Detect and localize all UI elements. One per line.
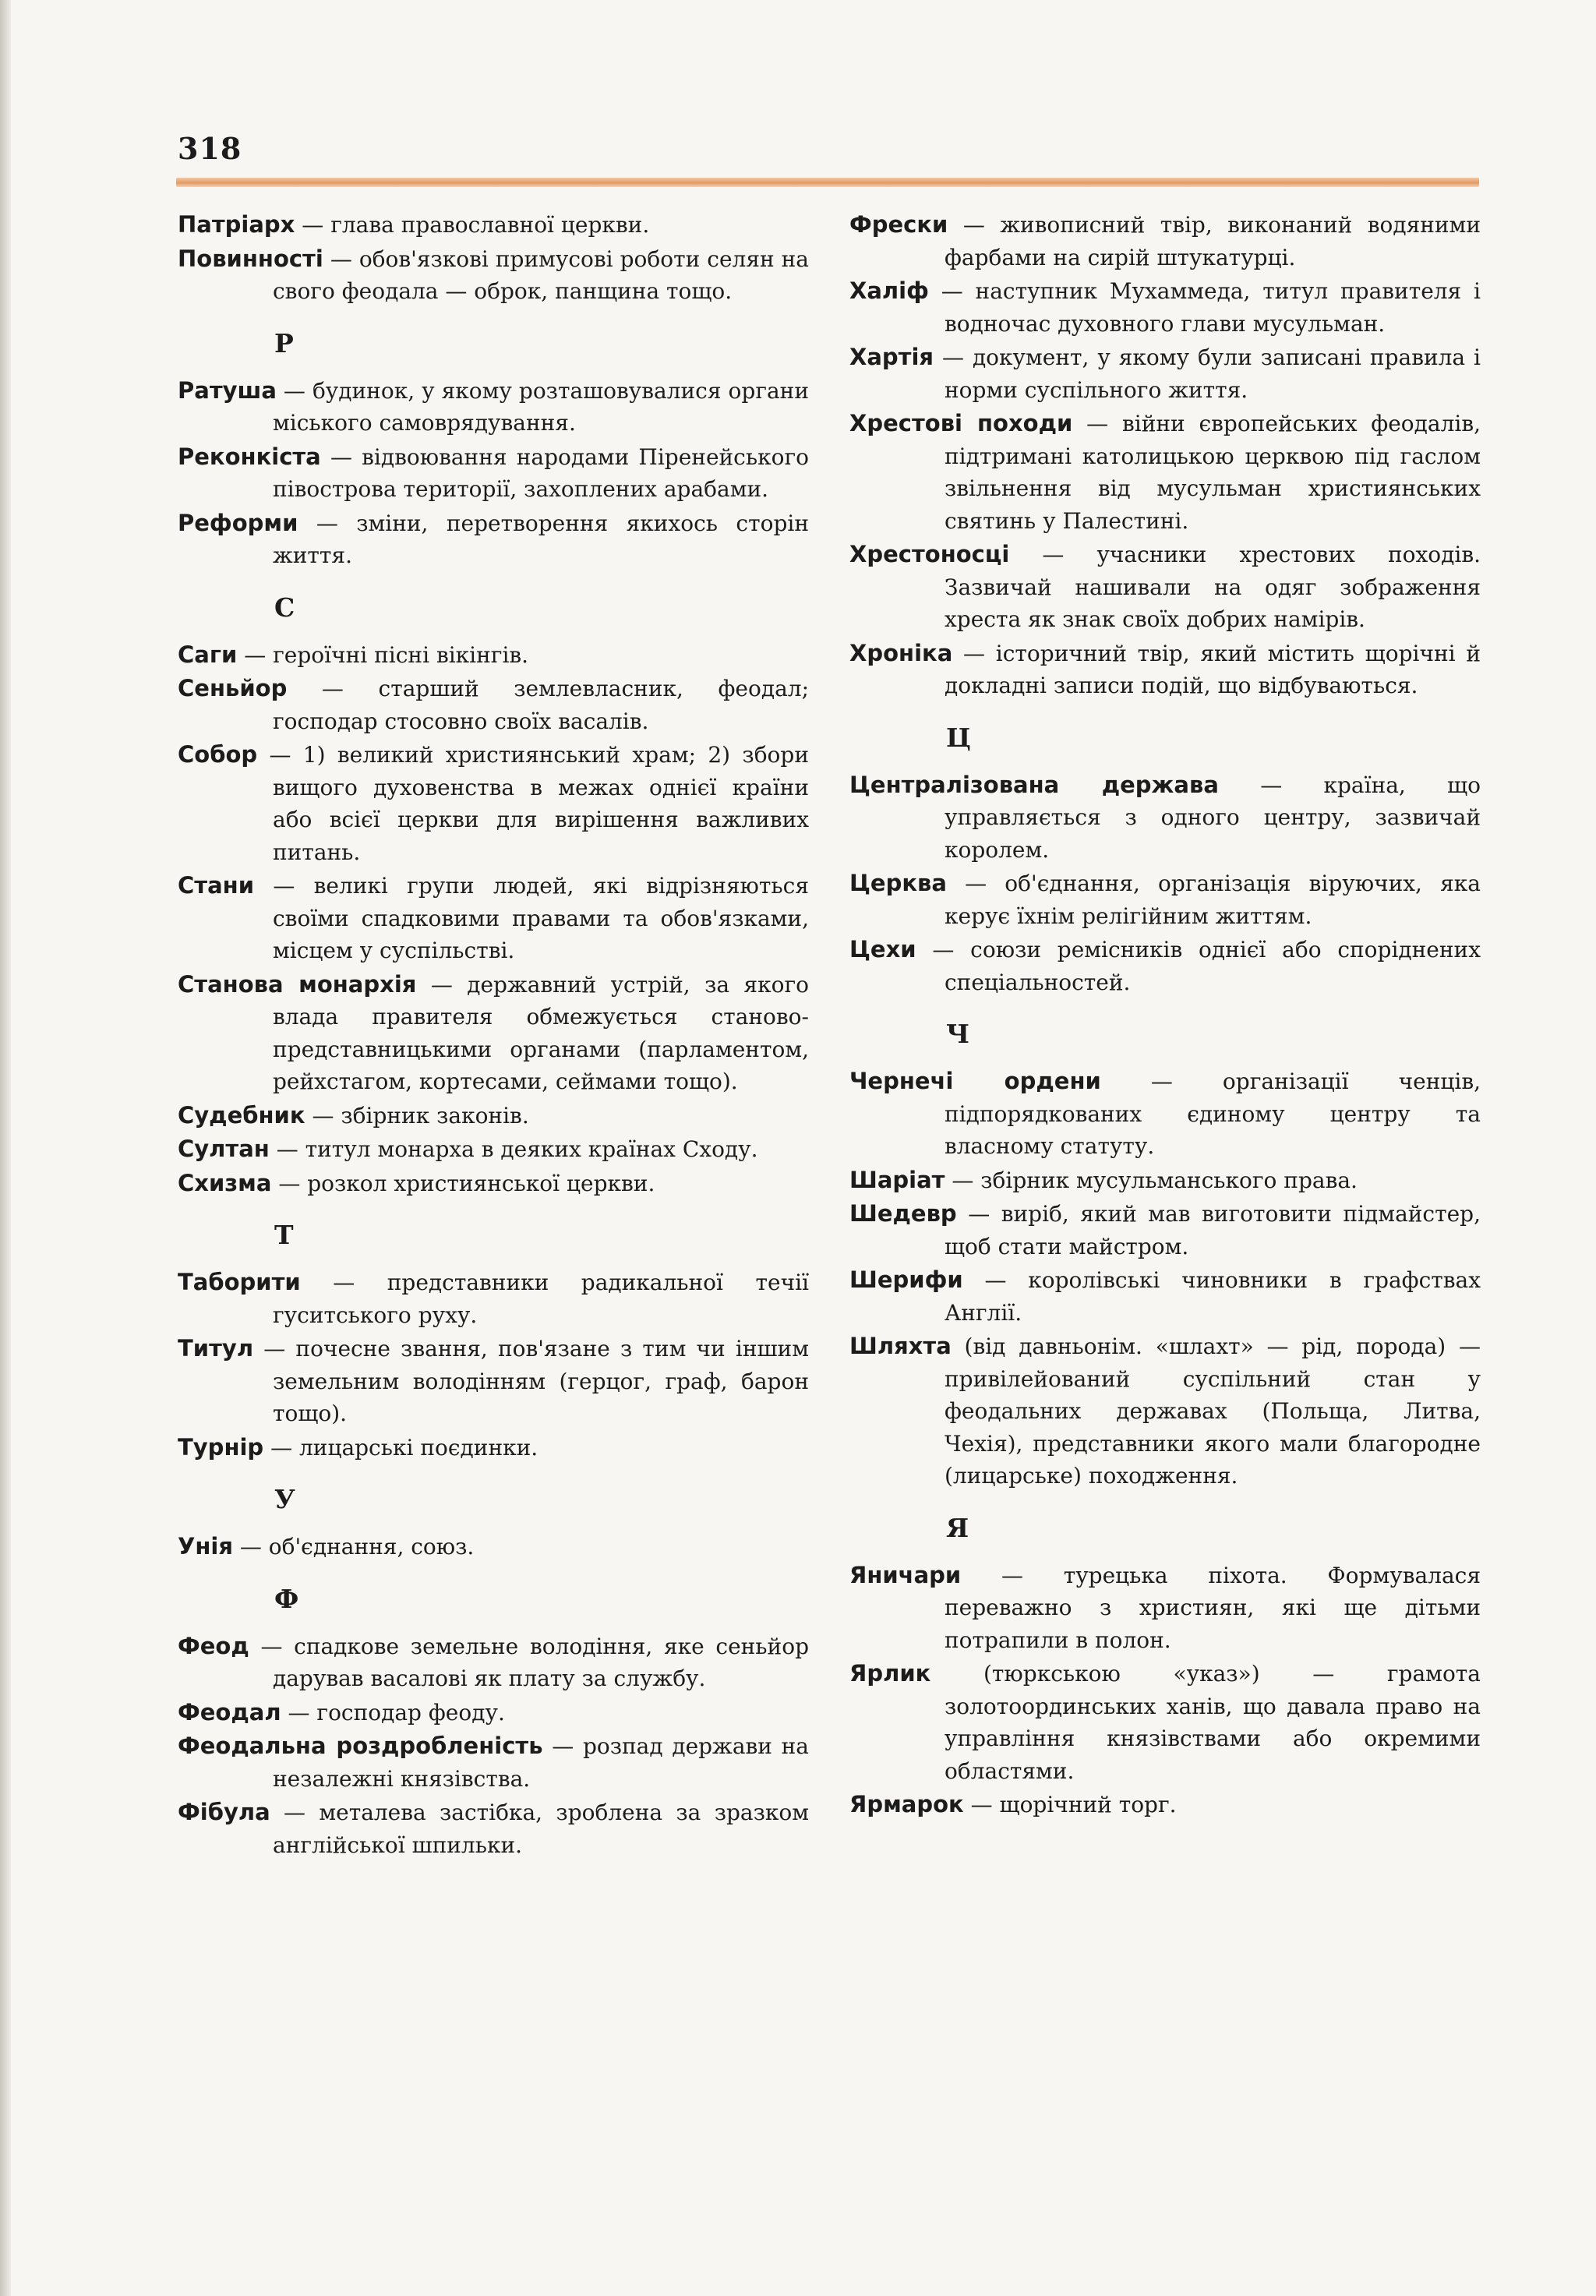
glossary-term: Реконкіста	[178, 443, 321, 470]
glossary-term: Шаріат	[849, 1166, 945, 1193]
glossary-term: Фрески	[849, 211, 948, 238]
glossary-definition: — союзи ремісників однієї або споріднених спеціальностей.	[916, 937, 1481, 995]
glossary-term: Судебник	[178, 1101, 305, 1129]
glossary-definition: — відвоювання народами Піренейського півострова території, захоплених арабами.	[273, 443, 809, 502]
glossary-term: Церква	[849, 870, 947, 896]
glossary-term: Цехи	[849, 936, 916, 963]
glossary-entry	[849, 1065, 1481, 1163]
glossary-entry	[178, 507, 809, 572]
glossary-entry	[178, 209, 809, 242]
glossary-definition: — виріб, який мав виготовити підмайстер, щоб стати майстром.	[945, 1201, 1481, 1259]
glossary-entry	[178, 739, 809, 868]
section-letter: Р	[274, 327, 294, 359]
section-letter: Т	[274, 1220, 294, 1250]
glossary-term: Ярмарок	[849, 1791, 964, 1817]
glossary-definition: — турецька піхота. Формувалася переважно з християн, які ще дітьми потрапили в полон.	[945, 1562, 1481, 1653]
glossary-definition: — збірник законів.	[305, 1102, 529, 1129]
glossary-entry	[849, 867, 1481, 932]
section-letter: Ф	[274, 1583, 299, 1614]
glossary-term: Саги	[178, 641, 238, 668]
glossary-term: Феод	[178, 1632, 249, 1659]
glossary-entry	[849, 638, 1481, 702]
glossary-definition: — збірник мусульманського права.	[945, 1167, 1358, 1193]
glossary-entry	[178, 1133, 809, 1166]
glossary-definition: — титул монарха в деяких країнах Сходу.	[269, 1136, 758, 1162]
glossary-term: Халіф	[849, 277, 929, 304]
glossary-definition: — війни європейських феодалів, підтримані католицькою церквою під гаслом звільнення від мусульман християнських святинь у Палестині.	[945, 411, 1481, 534]
glossary-entry	[178, 1432, 809, 1464]
glossary-definition: — зміни, перетворення якихось сторін життя.	[273, 510, 809, 568]
glossary-entry	[178, 1531, 809, 1563]
glossary-definition: (від давньонім. «шлахт» — рід, порода) — привілейований суспільний стан у феодальних державах (Польща, Литва, Чехія), представники якого мали благородне (лицарське) походження.	[945, 1333, 1481, 1489]
glossary-definition: — героїчні пісні вікінгів.	[237, 641, 529, 668]
glossary-entry	[849, 1560, 1481, 1657]
glossary-term: Ратуша	[178, 376, 277, 404]
glossary-term: Султан	[178, 1136, 270, 1162]
glossary-entry	[178, 639, 809, 672]
glossary-definition: — живописний твір, виконаний водяними фарбами на сирій штукатурці.	[945, 212, 1481, 270]
section-letter: Ч	[946, 1019, 970, 1049]
glossary-entry	[178, 1167, 809, 1200]
glossary-entry	[849, 1789, 1481, 1821]
glossary-left-column	[178, 209, 809, 1863]
glossary-definition: — наступник Мухаммеда, титул правителя і водночас духовного глави мусульман.	[928, 278, 1481, 337]
glossary-term: Хрестові походи	[849, 410, 1073, 436]
glossary-term: Патріарх	[178, 211, 295, 238]
glossary-entry	[178, 1730, 809, 1795]
glossary-definition: — щорічний торг.	[963, 1792, 1177, 1817]
glossary-definition: — господар феоду.	[281, 1699, 505, 1726]
glossary-definition: — розпад держави на незалежні князівства.	[273, 1733, 810, 1792]
glossary-entry	[178, 375, 809, 440]
section-letter: У	[274, 1484, 295, 1514]
glossary-entry	[849, 934, 1481, 998]
glossary-entry	[178, 969, 809, 1098]
glossary-definition: — будинок, у якому розташовувалися органи міського самоврядування.	[273, 377, 809, 436]
glossary-term: Таборити	[178, 1269, 301, 1295]
glossary-term: Стани	[178, 872, 255, 899]
glossary-definition: — історичний твір, який містить щорічні й докладні записи подій, що відбуваються.	[945, 640, 1481, 698]
glossary-definition: — об'єднання, союз.	[232, 1534, 475, 1560]
glossary-entry	[849, 209, 1481, 274]
glossary-entry	[178, 673, 809, 737]
glossary-definition: — спадкове земельне володіння, яке сеньйор дарував васалові як плату за службу.	[249, 1633, 809, 1691]
glossary-term: Реформи	[178, 509, 298, 536]
glossary-definition: — організації ченців, підпорядкованих єдиному центру та власному статуту.	[945, 1069, 1481, 1159]
glossary-term: Шедевр	[849, 1200, 957, 1227]
book-spine-shadow	[0, 0, 11, 2296]
glossary-definition: — документ, у якому були записані правила і норми суспільного життя.	[934, 344, 1481, 403]
glossary-entry	[178, 243, 809, 308]
glossary-term: Чернечі ордени	[849, 1068, 1101, 1094]
glossary-definition: — розкол християнської церкви.	[271, 1170, 655, 1196]
glossary-entry	[178, 1266, 809, 1331]
glossary-term: Шерифи	[849, 1266, 963, 1293]
section-letter: С	[274, 592, 295, 623]
glossary-entry	[178, 1697, 809, 1729]
glossary-entry	[178, 1796, 809, 1861]
glossary-term: Феодал	[178, 1698, 281, 1726]
glossary-term: Унія	[178, 1533, 233, 1560]
header-rule	[176, 178, 1479, 187]
glossary-term: Станова монархія	[178, 970, 417, 998]
glossary-term: Турнір	[178, 1433, 264, 1461]
glossary-entry	[849, 1330, 1481, 1492]
glossary-definition: — старший землевласник, феодал; господар стосовно своїх васалів.	[273, 676, 809, 734]
glossary-definition: — об'єднання, організація віруючих, яка керує їхнім релігійним життям.	[945, 871, 1481, 929]
glossary-entry	[178, 1630, 809, 1695]
glossary-definition: (тюркською «указ») — грамота золотоординських ханів, що давала право на управління князівствами або окремими областями.	[930, 1661, 1481, 1784]
glossary-term: Повинності	[178, 245, 323, 272]
glossary-entry	[849, 341, 1481, 406]
glossary-definition: — королівські чиновники в графствах Англії.	[945, 1267, 1481, 1326]
glossary-term: Хрестоносці	[849, 541, 1010, 567]
glossary-term: Фібула	[178, 1799, 270, 1825]
glossary-definition: — 1) великий християнський храм; 2) збори вищого духовенства в межах однієї країни або всієї церкви для вирішення важливих питань.	[257, 742, 809, 865]
glossary-definition: — країна, що управляється з одного центру, зазвичай королем.	[945, 772, 1481, 863]
glossary-entry	[849, 1658, 1481, 1787]
glossary-entry	[178, 870, 809, 967]
glossary-term: Хартія	[849, 344, 934, 370]
glossary-term: Яничари	[849, 1561, 962, 1588]
glossary-term: Централізована держава	[849, 771, 1219, 798]
glossary-definition: — представники радикальної течії гуситського руху.	[273, 1270, 809, 1328]
glossary-entry	[178, 1100, 809, 1132]
glossary-entry	[178, 1333, 809, 1430]
section-letter: Ц	[946, 722, 971, 753]
glossary-entry	[849, 1264, 1481, 1329]
glossary-term: Схизма	[178, 1169, 272, 1196]
glossary-term: Шляхта	[849, 1333, 952, 1359]
glossary-definition: — металева застібка, зроблена за зразком англійської шпильки.	[270, 1800, 809, 1858]
glossary-term: Сеньйор	[178, 675, 288, 701]
section-letter: Я	[946, 1512, 969, 1543]
glossary-definition: — обов'язкові примусові роботи селян на свого феодала — оброк, панщина тощо.	[273, 245, 809, 304]
glossary-definition: — почесне звання, пов'язане з тим чи іншим земельним володінням (герцог, граф, барон тощо).	[253, 1336, 809, 1426]
glossary-entry	[849, 539, 1481, 636]
glossary-entry	[849, 275, 1481, 340]
glossary-definition: — лицарські поєдинки.	[263, 1434, 538, 1461]
glossary-term: Титул	[178, 1335, 254, 1362]
glossary-definition: — учасники хрестових походів. Зазвичай нашивали на одяг зображення хреста як знак своїх добрих намірів.	[945, 542, 1481, 632]
glossary-entry	[849, 408, 1481, 537]
glossary-definition: — глава православної церкви.	[295, 212, 650, 238]
glossary-entry	[178, 441, 809, 506]
glossary-entry	[849, 1164, 1481, 1197]
glossary-definition: — великі групи людей, які відрізняються своїми спадковими правами та обов'язками, місцем у суспільстві.	[254, 873, 809, 963]
glossary-term: Хроніка	[849, 639, 953, 666]
glossary-definition: — державний устрій, за якого влада правителя обмежується станово-представницькими органами (парламентом, рейхстагом, кортесами, сеймами тощо).	[273, 971, 809, 1094]
page-number: 318	[178, 131, 242, 166]
glossary-entry	[849, 769, 1481, 867]
glossary-entry	[849, 1198, 1481, 1263]
glossary-term: Собор	[178, 741, 258, 768]
glossary-right-column	[849, 209, 1481, 1823]
glossary-term: Феодальна роздробленість	[178, 1733, 543, 1759]
glossary-term: Ярлик	[849, 1660, 931, 1687]
